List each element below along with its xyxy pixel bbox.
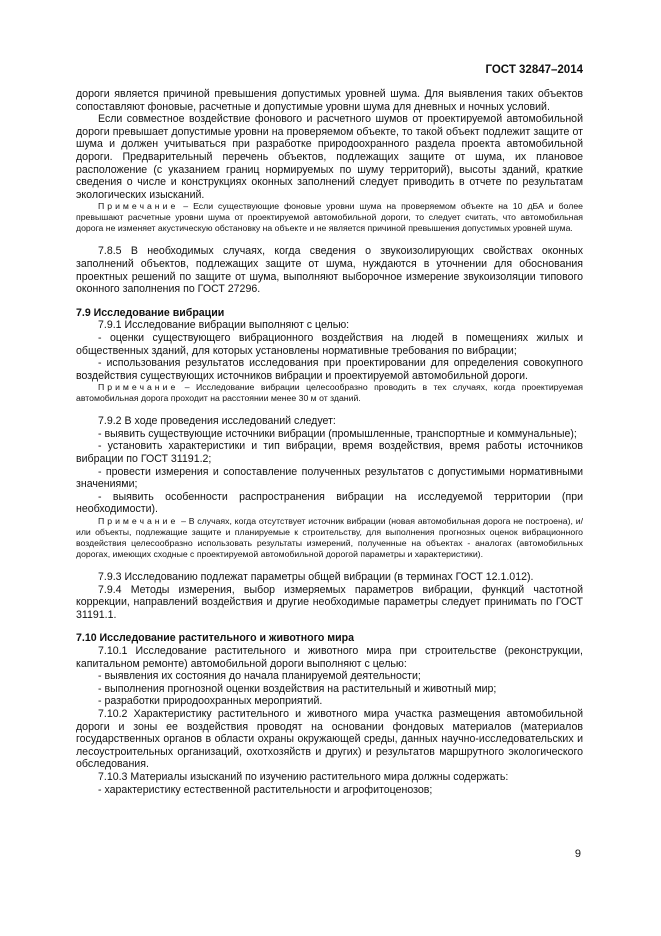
paragraph-7-10-1: 7.10.1 Исследование растительного и животного мира при строительстве (реконструкции, капитальном ремонте) автомобильной дороги выполняют с целью: xyxy=(76,645,583,670)
paragraph-7-9-4: 7.9.4 Методы измерения, выбор измеряемых параметров вибрации, функций частотной коррекции, направлений воздействия и другие необходимые параметры следует принимать по ГОСТ 31191.1. xyxy=(76,583,583,621)
note-text: – Исследование вибрации целесообразно проводить в тех случаях, когда проектируемая автомобильная дорога проходит на расстоянии менее 30 м от зданий. xyxy=(76,382,583,404)
paragraph-7-10-3: 7.10.3 Материалы изысканий по изучению растительного мира должны содержать: xyxy=(98,770,509,783)
page-content xyxy=(76,88,583,796)
note-text: – В случаях, когда отсутствует источник вибрации (новая автомобильная дорога не построена), и/или объекты, подлежащие защите и планируемые к строительству, для выполнения прогнозных оценок вибрационного воздействия целесообразно использовать результаты измерений, полученные на объектах - аналогах (автомобильных дорогах, имеющих сходные с проектируемой автомобильной дорогой параметры и характеристики). xyxy=(76,516,583,560)
paragraph: Если совместное воздействие фонового и расчетного шумов от проектируемой автомобильной дороги превышает допустимые уровни на проверяемом объекте, то такой объект подлежит защите от шума и должен учитываться при разработке природоохранного раздела проекта автомобильной дороги. Предварительный перечень объектов, подлежащих защите от шума, их плановое расположение (с указанием границ нормируемых по шуму территорий), высоты зданий, краткие сведения о числе и конструкциях оконных заполнений следует приводить в отчете по результатам экологических изысканий. xyxy=(76,113,583,201)
paragraph-7-9-2: 7.9.2 В ходе проведения исследований следует: xyxy=(98,415,336,428)
list-item: - выявить существующие источники вибрации (промышленные, транспортные и коммунальные); xyxy=(98,427,577,440)
list-item: - разработки природоохранных мероприятий. xyxy=(98,695,323,708)
paragraph-7-9-1: 7.9.1 Исследование вибрации выполняют с целью: xyxy=(98,319,350,332)
note xyxy=(76,201,583,234)
paragraph-7-8-5: 7.8.5 В необходимых случаях, когда сведения о звукоизолирующих свойствах оконных заполнений объектов, подлежащих защите от шума, нуждаются в уточнении для обоснования проектных решений по защите от шума, выполняют выборочное измерение звукоизоляции типового оконного заполнения по ГОСТ 27296. xyxy=(76,245,583,296)
document-code: ГОСТ 32847–2014 xyxy=(485,64,583,76)
note-label: Примечание xyxy=(98,516,179,527)
paragraph-7-10-2: 7.10.2 Характеристику растительного и животного мира участка размещения автомобильной дороги и зоны ее воздействия проводят на основании фондовых материалов (материалов государственных органов в области охраны окружающей среды, данных научно-исследовательских и лесоустроительных организаций, охотхозяйств и других) и результатов маршрутного экологического обследования. xyxy=(76,707,583,771)
paragraph-7-9-3: 7.9.3 Исследованию подлежат параметры общей вибрации (в терминах ГОСТ 12.1.012). xyxy=(98,571,534,584)
list-item: - провести измерения и сопоставление полученных результатов с допустимыми нормативными значениями; xyxy=(76,465,583,491)
list-item: - выявления их состояния до начала планируемой деятельности; xyxy=(98,670,421,683)
list-item: - оценки существующего вибрационного воздействия на людей в помещениях жилых и общественных зданий, для которых установлены нормативные требования по вибрации; xyxy=(76,331,583,357)
section-heading-7-9: 7.9 Исследование вибрации xyxy=(76,306,225,319)
note-label: Примечание xyxy=(98,201,179,212)
list-item: - выполнения прогнозной оценки воздействия на растительный и животный мир; xyxy=(98,682,497,695)
page-number: 9 xyxy=(574,848,581,860)
section-heading-7-10: 7.10 Исследование растительного и животного мира xyxy=(76,632,354,645)
paragraph: дороги является причиной превышения допустимых уровней шума. Для выявления таких объектов сопоставляют фоновые, расчетные и допустимые уровни шума для дневных и ночных условий. xyxy=(76,88,583,113)
list-item: - характеристику естественной растительности и агрофитоценозов; xyxy=(98,783,433,796)
list-item: - установить характеристики и тип вибрации, время воздействия, время работы источников вибрации по ГОСТ 31191.2; xyxy=(76,440,583,466)
note-label: Примечание xyxy=(98,382,179,393)
list-item: - использования результатов исследования при проектировании для определения совокупного воздействия существующих источников вибрации и проектируемой автомобильной дороги. xyxy=(76,357,583,382)
note xyxy=(76,382,583,404)
note-text: – Если существующие фоновые уровни шума на проверяемом объекте на 10 дБА и более превышают расчетные уровни шума от проектируемой автомобильной дороги, то следует считать, что автомобильная дорога не изменяет акустическую обстановку на объекте и не является причиной превышения допустимых уровней шума. xyxy=(76,201,583,234)
note xyxy=(76,516,583,560)
list-item: - выявить особенности распространения вибрации на исследуемой территории (при необходимости). xyxy=(76,490,583,516)
